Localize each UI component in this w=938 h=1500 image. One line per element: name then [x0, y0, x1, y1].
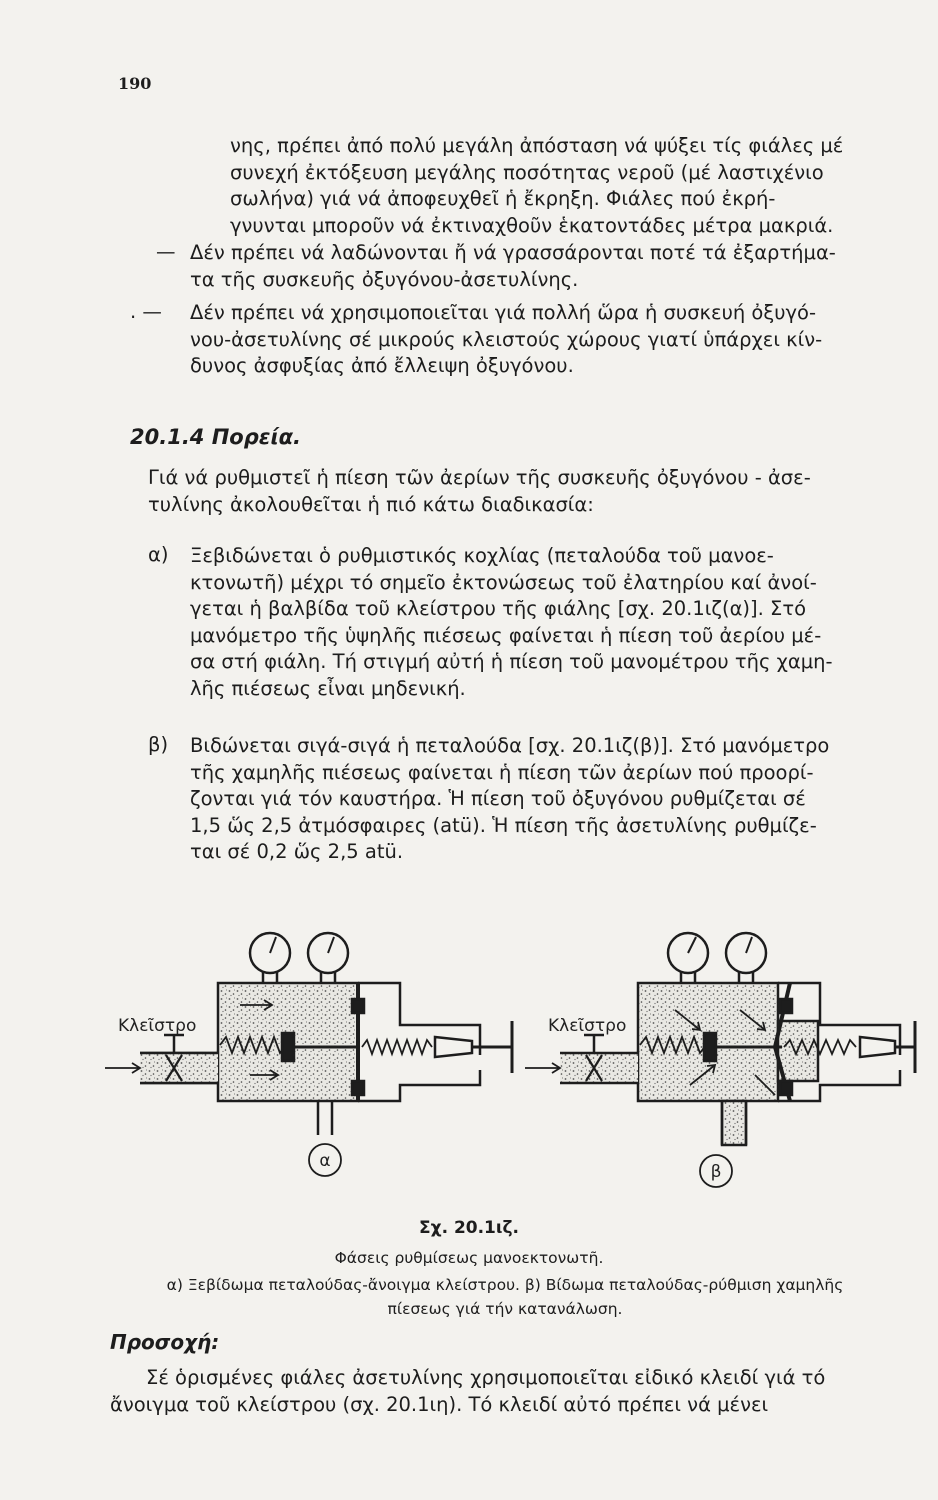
text-line: τυλίνης ἀκολουθεῖται ἡ πιό κάτω διαδικασία:: [148, 492, 594, 516]
text-line: Σέ ὁρισμένες φιάλες ἀσετυλίνης χρησιμοποιεῖται εἰδικό κλειδί γιά τό: [146, 1366, 826, 1389]
intro-paragraph: [230, 133, 843, 239]
step-label: α): [148, 543, 169, 566]
text-line: ζονται γιά τόν καυστήρα. Ἡ πίεση τοῦ ὀξυγόνου ρυθμίζεται σέ: [190, 787, 806, 810]
step-item: [190, 543, 833, 702]
text-line: γνυνται μποροῦν νά ἐκτιναχθοῦν ἑκατοντάδες μέτρα μακριά.: [230, 213, 834, 237]
text-line: ἄνοιγμα τοῦ κλείστρου (σχ. 20.1ιη). Τό κλειδί αὐτό πρέπει νά μένει: [110, 1392, 769, 1416]
text-line: τῆς χαμηλῆς πιέσεως φαίνεται ἡ πίεση τῶν ἀερίων πού προορί-: [190, 760, 814, 784]
text-line: Ξεβιδώνεται ὁ ρυθμιστικός κοχλίας (πεταλούδα τοῦ μανοε-: [190, 544, 774, 567]
phase-a-marker: [309, 1144, 341, 1176]
caption-line: πίεσεως γιά τήν κατανάλωση.: [387, 1300, 623, 1318]
text-line: τα τῆς συσκευῆς ὀξυγόνου-ἀσετυλίνης.: [190, 267, 579, 291]
low-pressure-gauge-icon: [726, 933, 766, 983]
text-line: κτονωτῆ) μέχρι τό σημεῖο ἐκτονώσεως τοῦ ἐλατηρίου καί ἀνοί-: [190, 570, 817, 594]
warning-heading: Προσοχή:: [110, 1330, 220, 1354]
section-heading: 20.1.4 Πορεία.: [130, 425, 302, 449]
caption-line: α) Ξεβίδωμα πεταλούδας-ἄνοιγμα κλείστρου. β) Βίδωμα πεταλούδας-ρύθμιση χαμηλῆς: [166, 1276, 844, 1294]
text-line: Βιδώνεται σιγά-σιγά ἡ πεταλούδα [σχ. 20.1ιζ(β)]. Στό μανόμετρο: [190, 734, 830, 757]
pressure-regulator-figure: [100, 925, 930, 1195]
text-line: Δέν πρέπει νά λαδώνονται ἤ νά γρασσάρονται ποτέ τά ἐξαρτήμα-: [190, 241, 836, 264]
valve-label: Κλεῖστρο: [118, 1016, 197, 1036]
text-line: Γιά νά ρυθμιστεῖ ἡ πίεση τῶν ἀερίων τῆς συσκευῆς ὀξυγόνου - ἀσε-: [148, 466, 811, 489]
high-pressure-gauge-icon: [250, 933, 290, 983]
text-line: ται σέ 0,2 ὥς 2,5 atü.: [190, 840, 404, 863]
text-line: δυνος ἀσφυξίας ἀπό ἔλλειψη ὀξυγόνου.: [190, 354, 574, 377]
page-number: 190: [118, 74, 152, 93]
text-line: σωλήνα) γιά νά ἀποφευχθεῖ ἡ ἔκρηξη. Φιάλες πού ἐκρή-: [230, 187, 776, 210]
text-line: λῆς πιέσεως εἶναι μηδενική.: [190, 676, 466, 700]
text-line: μανόμετρο τῆς ὑψηλῆς πιέσεως φαίνεται ἡ πίεση τοῦ ἀερίου μέ-: [190, 623, 822, 647]
phase-b-marker: [700, 1155, 732, 1187]
step-item: [190, 733, 829, 866]
regulator-phase-b: [525, 933, 915, 1145]
figure-caption-description: [80, 1273, 930, 1321]
bullet-dash: . —: [130, 300, 162, 323]
bullet-dash: —: [156, 240, 176, 263]
low-pressure-gauge-icon: [308, 933, 348, 983]
text-line: συνεχή ἐκτόξευση μεγάλης ποσότητας νεροῦ (μέ λαστιχένιο: [230, 160, 824, 184]
high-pressure-gauge-icon: [668, 933, 708, 983]
text-line: σα στή φιάλη. Τή στιγμή αὐτή ἡ πίεση τοῦ μανομέτρου τῆς χαμη-: [190, 650, 833, 673]
figure-caption-title: Σχ. 20.1ιζ.: [418, 1218, 520, 1238]
bullet-item: [190, 300, 822, 380]
svg-text:β: β: [710, 1162, 722, 1182]
text-line: νου-ἀσετυλίνης σέ μικρούς κλειστούς χώρους γιατί ὑπάρχει κίν-: [190, 327, 823, 351]
text-line: Δέν πρέπει νά χρησιμοποιεῖται γιά πολλή ὥρα ἡ συσκευή ὀξυγό-: [190, 301, 817, 324]
closing-paragraph: [110, 1365, 825, 1418]
procedure-intro: [148, 465, 811, 518]
text-line: γεται ἡ βαλβίδα τοῦ κλείστρου τῆς φιάλης [σχ. 20.1ιζ(α)]. Στό: [190, 597, 807, 620]
figure-caption-subtitle: Φάσεις ρυθμίσεως μανοεκτονωτῆ.: [334, 1249, 604, 1267]
step-label: β): [148, 733, 169, 756]
svg-text:α: α: [319, 1151, 331, 1171]
valve-label: Κλεῖστρο: [548, 1016, 627, 1036]
bullet-item: [190, 240, 836, 293]
text-line: 1,5 ὥς 2,5 ἀτμόσφαιρες (atü). Ἡ πίεση τῆς ἀσετυλίνης ρυθμίζε-: [190, 813, 817, 837]
text-line: νης, πρέπει ἀπό πολύ μεγάλη ἀπόσταση νά ψύξει τίς φιάλες μέ: [230, 134, 844, 157]
